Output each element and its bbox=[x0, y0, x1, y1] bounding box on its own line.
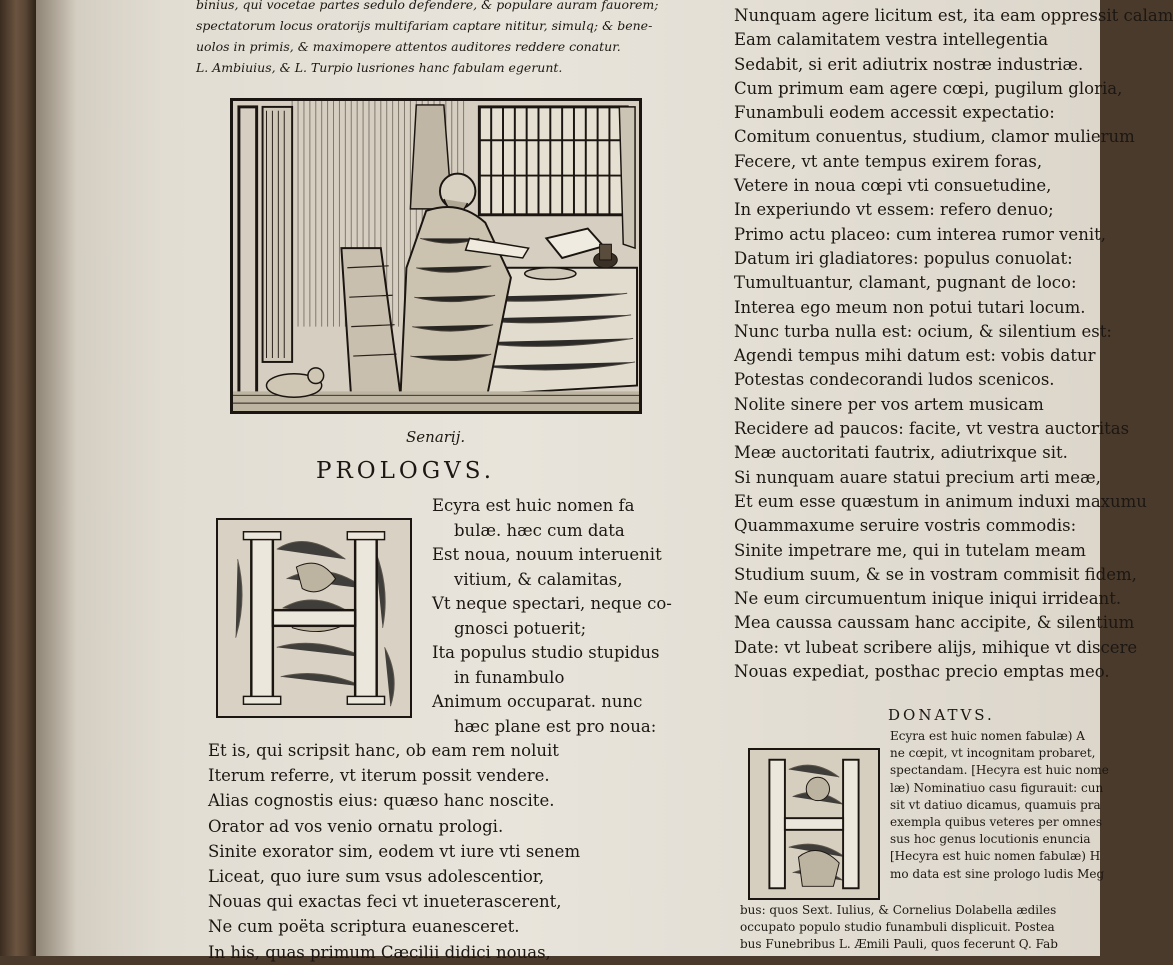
prologue-line: Est noua, nouum interuenit bbox=[432, 545, 662, 564]
verse-line: Meæ auctoritati fautrix, adiutrixque sit. bbox=[734, 443, 1068, 463]
woodcut-caption: Senarij. bbox=[406, 428, 466, 446]
verse-line: Nunc turba nulla est: ocium, & silentium est: bbox=[734, 321, 1112, 341]
verse-line: Et is, qui scripsit hanc, ob eam rem noluit bbox=[208, 741, 559, 760]
header-line: L. Ambiuius, & L. Turpio lusriones hanc fabulam egerunt. bbox=[196, 60, 563, 75]
verse-line: Sinite impetrare me, qui in tutelam meam bbox=[734, 540, 1086, 560]
decorated-initial-h-small bbox=[748, 748, 880, 900]
verse-line: Funambuli eodem accessit expectatio: bbox=[734, 103, 1055, 123]
verse-line: Nouas qui exactas feci vt inueterascerent, bbox=[208, 892, 562, 912]
verse-line: Si nunquam auare statui precium arti meæ, bbox=[734, 467, 1101, 487]
prologue-line: hæc plane est pro noua: bbox=[454, 716, 657, 736]
prologue-heading: PROLOGVS. bbox=[316, 458, 496, 484]
verse-line: Datum iri gladiatores: populus conuolat: bbox=[734, 248, 1073, 268]
verse-line: In experiundo vt essem: refero denuo; bbox=[734, 200, 1054, 220]
prologue-line: Ecyra est huic nomen fa bbox=[432, 496, 635, 515]
verse-line: Date: vt lubeat scribere alijs, mihique vt discere bbox=[734, 637, 1138, 657]
verse-line: Recidere ad paucos: facite, vt vestra auctoritas bbox=[734, 419, 1130, 439]
prologue-line: vitium, & calamitas, bbox=[454, 569, 623, 589]
header-line: binius, qui vocetae partes sedulo defendere, & populare auram fauorem; bbox=[196, 0, 659, 12]
donatus-commentary-tail bbox=[740, 902, 1160, 954]
verse-line: Ne eum circumuentum inique iniqui irrideant. bbox=[734, 589, 1122, 609]
prologue-opening-lines bbox=[432, 494, 722, 739]
verse-line: Ne cum poëta scriptura euanesceret. bbox=[208, 917, 520, 937]
commentary-line: ne cœpit, vt incognitam probaret, bbox=[890, 746, 1096, 761]
book-spine-edge bbox=[0, 0, 36, 956]
verse-line: Orator ad vos venio ornatu prologi. bbox=[208, 816, 504, 836]
donatus-commentary bbox=[890, 728, 1150, 883]
verse-line: Cum primum eam agere cœpi, pugilum gloria, bbox=[734, 78, 1123, 98]
right-verse-lines bbox=[734, 4, 1173, 684]
book-page bbox=[36, 0, 1173, 962]
prologue-line: gnosci potuerit; bbox=[454, 618, 587, 638]
donatus-heading: DONATVS. bbox=[888, 706, 995, 724]
verse-line: Liceat, quo iure sum vsus adolescentior, bbox=[208, 867, 545, 887]
commentary-line: mo data est sine prologo ludis Meg bbox=[890, 866, 1105, 881]
verse-line: Nunquam agere licitum est, ita eam oppressit calam bbox=[734, 6, 1173, 25]
verse-line: In his, quas primum Cæcilii didici nouas, bbox=[208, 942, 551, 962]
commentary-line: exempla quibus veteres per omnes bbox=[890, 815, 1103, 830]
verse-line: Nouas expediat, posthac precio emptas meo. bbox=[734, 662, 1110, 682]
prologue-line: Vt neque spectari, neque co- bbox=[432, 594, 672, 613]
page-gutter-shadow bbox=[36, 0, 76, 956]
verse-line: Et eum esse quæstum in animum induxi maxumu bbox=[734, 491, 1147, 511]
verse-line: Iterum referre, vt iterum possit vendere. bbox=[208, 766, 550, 786]
left-column bbox=[196, 0, 716, 962]
verse-line: Eam calamitatem vestra intellegentia bbox=[734, 30, 1049, 50]
prologue-line: bulæ. hæc cum data bbox=[454, 520, 625, 540]
prologue-line: Animum occuparat. nunc bbox=[432, 692, 643, 711]
commentary-line: [Hecyra est huic nomen fabulæ) H bbox=[890, 849, 1101, 864]
right-column bbox=[692, 0, 1173, 956]
commentary-line: Ecyra est huic nomen fabulæ) A bbox=[890, 729, 1085, 743]
verse-line: Nolite sinere per vos artem musicam bbox=[734, 394, 1044, 414]
woodcut-illustration-scholar-at-desk bbox=[230, 98, 642, 414]
verse-line: Sinite exorator sim, eodem vt iure vti senem bbox=[208, 841, 581, 861]
verse-line: Primo actu placeo: cum interea rumor venit, bbox=[734, 224, 1106, 244]
verse-line: Alias cognostis eius: quæso hanc noscite. bbox=[208, 791, 555, 811]
prologue-continued-lines bbox=[208, 738, 728, 965]
verse-line: Fecere, vt ante tempus exirem foras, bbox=[734, 151, 1043, 171]
header-line: uolos in primis, & maximopere attentos auditores reddere conatur. bbox=[196, 39, 621, 54]
commentary-line: sit vt datiuo dicamus, quamuis pra bbox=[890, 797, 1101, 812]
decorated-initial-h-large bbox=[216, 518, 412, 718]
verse-line: Tumultuantur, clamant, pugnant de loco: bbox=[734, 273, 1077, 293]
header-argument-text bbox=[196, 0, 716, 78]
verse-line: Potestas condecorandi ludos scenicos. bbox=[734, 370, 1055, 390]
commentary-line: spectandam. [Hecyra est huic nome bbox=[890, 763, 1109, 778]
commentary-line: occupato populo studio funambuli displicuit. Postea bbox=[740, 920, 1055, 935]
prologue-line: in funambulo bbox=[454, 667, 565, 687]
header-line: spectatorum locus oratorijs multifariam captare nititur, simulq; & bene- bbox=[196, 18, 653, 33]
commentary-line: bus Funebribus L. Æmili Pauli, quos fecerunt Q. Fab bbox=[740, 937, 1058, 952]
verse-line: Quammaxume seruire vostris commodis: bbox=[734, 516, 1077, 536]
commentary-line: læ) Nominatiuo casu figurauit: cun bbox=[890, 780, 1104, 795]
commentary-line: bus: quos Sext. Iulius, & Cornelius Dolabella ædiles bbox=[740, 903, 1057, 917]
verse-line: Studium suum, & se in vostram commisit fidem, bbox=[734, 564, 1137, 584]
verse-line: Comitum conuentus, studium, clamor mulierum bbox=[734, 127, 1135, 147]
verse-line: Interea ego meum non potui tutari locum. bbox=[734, 297, 1086, 317]
verse-line: Vetere in noua cœpi vti consuetudine, bbox=[734, 176, 1052, 196]
commentary-line: sus hoc genus locutionis enuncia bbox=[890, 832, 1091, 847]
verse-line: Agendi tempus mihi datum est: vobis datur bbox=[734, 346, 1096, 366]
prologue-line: Ita populus studio stupidus bbox=[432, 643, 660, 662]
verse-line: Sedabit, si erit adiutrix nostræ industriæ. bbox=[734, 54, 1084, 74]
verse-line: Mea caussa caussam hanc accipite, & silentium bbox=[734, 613, 1135, 633]
